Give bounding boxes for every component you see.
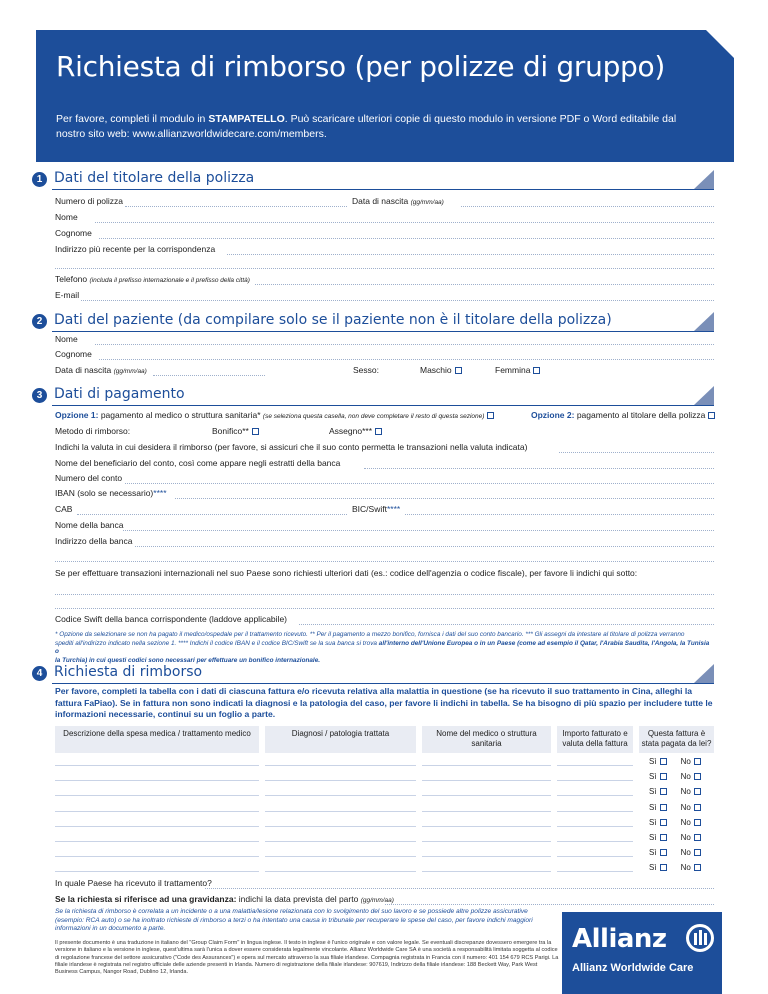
country-row	[55, 878, 714, 890]
intl-line-2	[55, 598, 714, 610]
divider	[52, 683, 714, 684]
table-cell-field[interactable]	[265, 765, 416, 766]
country-field[interactable]	[205, 888, 714, 889]
divider	[52, 189, 714, 190]
policy-number-row	[55, 196, 714, 208]
table-cell-field[interactable]	[557, 795, 633, 796]
name-field[interactable]	[95, 222, 714, 223]
iban-label: IBAN (solo se necessario)****	[55, 488, 167, 498]
yes-option[interactable]: Sì	[649, 833, 667, 842]
paid-yes-no	[649, 818, 709, 827]
table-cell-field[interactable]	[55, 856, 259, 857]
option-1-checkbox[interactable]	[487, 412, 494, 419]
option-2[interactable]: Opzione 2: pagamento al titolare della polizza	[531, 410, 715, 420]
email-field[interactable]	[81, 300, 714, 301]
patient-surname-row	[55, 349, 714, 361]
table-cell-field[interactable]	[557, 780, 633, 781]
male-option[interactable]: Maschio	[420, 365, 462, 375]
section-title: Dati di pagamento	[54, 386, 185, 402]
col-header-provider: Nome del medico o struttura sanitaria	[422, 726, 551, 753]
section-4-header	[32, 664, 714, 684]
country-label: In quale Paese ha ricevuto il trattamento?	[55, 878, 212, 888]
name-label: Nome	[55, 212, 78, 222]
bic-label: BIC/Swift****	[352, 504, 401, 514]
table-cell-field[interactable]	[422, 871, 551, 872]
no-option[interactable]: No	[681, 772, 701, 781]
col-header-paid: Questa fattura è stata pagata da lei?	[639, 726, 714, 753]
corner-triangle	[694, 664, 714, 683]
bank-address-row	[55, 536, 714, 548]
divider	[52, 331, 714, 332]
option-2-checkbox[interactable]	[708, 412, 715, 419]
section-number: 4	[32, 666, 47, 681]
cheque-checkbox[interactable]	[375, 428, 382, 435]
intl-field-1[interactable]	[55, 594, 714, 595]
no-checkbox[interactable]	[694, 788, 701, 795]
divider	[52, 405, 714, 406]
address-row-2	[55, 258, 714, 270]
table-cell-field[interactable]	[422, 765, 551, 766]
section-number: 3	[32, 388, 47, 403]
currency-field[interactable]	[559, 452, 714, 453]
table-cell-field[interactable]	[265, 826, 416, 827]
no-option[interactable]: No	[681, 863, 701, 872]
no-checkbox[interactable]	[694, 834, 701, 841]
cheque-option[interactable]: Assegno***	[329, 426, 382, 436]
bank-address-label: Indirizzo della banca	[55, 536, 133, 546]
table-cell-field[interactable]	[557, 811, 633, 812]
surname-label: Cognome	[55, 228, 92, 238]
bic-field[interactable]	[405, 514, 714, 515]
table-cell-field[interactable]	[55, 841, 259, 842]
patient-name-row	[55, 334, 714, 346]
yes-checkbox[interactable]	[660, 773, 667, 780]
table-cell-field[interactable]	[557, 841, 633, 842]
paid-yes-no	[649, 863, 709, 872]
beneficiary-field[interactable]	[364, 468, 714, 469]
col-header-amount: Importo fatturato e valuta della fattura	[557, 726, 633, 753]
page-title: Richiesta di rimborso (per polizze di gruppo)	[56, 50, 665, 83]
section-2-header	[32, 312, 714, 332]
dob-field[interactable]	[461, 206, 714, 207]
male-checkbox[interactable]	[455, 367, 462, 374]
intl-row	[55, 568, 714, 580]
logo-wordmark: Allianz	[572, 924, 667, 954]
table-cell-field[interactable]	[422, 780, 551, 781]
allianz-logo	[562, 912, 722, 994]
accident-note: Se la richiesta di rimborso è correlata a un incidente o a una malattia/lesione relazionata con lo svolgimento del suo lavoro e se possiede altre polizze assicurative (esempio: RCA auto) o se ha inoltrato richieste di rimborso a terzi o ha intentato una causa in tribunale per recuperare le spese del caso, per favore indichi maggiori informazioni in un documento a parte.	[55, 908, 533, 933]
section-number: 1	[32, 172, 47, 187]
swift-corr-label: Codice Swift della banca corrispondente (laddove applicabile)	[55, 614, 287, 624]
swift-corr-field[interactable]	[299, 624, 714, 625]
yes-checkbox[interactable]	[660, 834, 667, 841]
option-1[interactable]: Opzione 1: pagamento al medico o struttura sanitaria* (se seleziona questa casella, non deve completare il resto di questa sezione)	[55, 410, 494, 420]
yes-option[interactable]: Sì	[649, 818, 667, 827]
table-cell-field[interactable]	[265, 856, 416, 857]
patient-surname-field[interactable]	[99, 359, 714, 360]
iban-row	[55, 488, 714, 500]
yes-option[interactable]: Sì	[649, 757, 667, 766]
bank-name-row	[55, 520, 714, 532]
surname-field[interactable]	[99, 238, 714, 239]
table-cell-field[interactable]	[55, 780, 259, 781]
intl-label: Se per effettuare transazioni internazionali nel suo Paese sono richiesti ulteriori dati (es.: codice dell'agenzia o codice fiscale), per favore li indichi qui sotto:	[55, 568, 638, 578]
swift-corr-row	[55, 614, 714, 626]
cab-label: CAB	[55, 504, 73, 514]
logo-subtitle: Allianz Worldwide Care	[572, 962, 694, 974]
beneficiary-label: Nome del beneficiario del conto, così come appare negli estratti della banca	[55, 458, 341, 468]
table-cell-field[interactable]	[265, 780, 416, 781]
table-cell-field[interactable]	[422, 826, 551, 827]
table-cell-field[interactable]	[557, 871, 633, 872]
address-field-2[interactable]	[55, 268, 714, 269]
payment-options-row	[55, 410, 714, 422]
corner-triangle	[694, 170, 714, 189]
bank-address-row-2	[55, 551, 714, 563]
female-option[interactable]: Femmina	[495, 365, 540, 375]
pregnancy-date-field[interactable]	[385, 904, 714, 905]
col-header-diagnosis: Diagnosi / patologia trattata	[265, 726, 416, 753]
transfer-checkbox[interactable]	[252, 428, 259, 435]
table-cell-field[interactable]	[55, 765, 259, 766]
table-cell-field[interactable]	[265, 811, 416, 812]
bank-address-field[interactable]	[135, 546, 714, 547]
address-label: Indirizzo più recente per la corrispondenza	[55, 244, 216, 254]
currency-label: Indichi la valuta in cui desidera il rimborso (per favore, si assicuri che il suo conto permetta le transazioni nella valuta indicata)	[55, 442, 528, 452]
yes-checkbox[interactable]	[660, 788, 667, 795]
yes-checkbox[interactable]	[660, 849, 667, 856]
no-checkbox[interactable]	[694, 849, 701, 856]
intl-line-1	[55, 584, 714, 596]
address-field[interactable]	[227, 254, 714, 255]
table-cell-field[interactable]	[55, 811, 259, 812]
paid-yes-no	[649, 803, 709, 812]
header-corner	[706, 30, 734, 58]
paid-yes-no	[649, 757, 709, 766]
table-cell-field[interactable]	[557, 856, 633, 857]
method-label: Metodo di rimborso:	[55, 426, 131, 436]
paid-yes-no	[649, 787, 709, 796]
method-row	[55, 426, 714, 438]
policy-number-label: Numero di polizza	[55, 196, 124, 206]
paid-yes-no	[649, 772, 709, 781]
account-field[interactable]	[125, 483, 714, 484]
allianz-eagle-icon	[686, 924, 714, 952]
section-title: Dati del titolare della polizza	[54, 170, 255, 186]
no-checkbox[interactable]	[694, 804, 701, 811]
patient-surname-label: Cognome	[55, 349, 92, 359]
col-header-description: Descrizione della spesa medica / trattamento medico	[55, 726, 259, 753]
currency-row	[55, 442, 714, 454]
section-1-header	[32, 170, 714, 190]
table-cell-field[interactable]	[265, 795, 416, 796]
paid-yes-no	[649, 848, 709, 857]
email-label: E-mail	[55, 290, 80, 300]
table-cell-field[interactable]	[557, 765, 633, 766]
no-option[interactable]: No	[681, 787, 701, 796]
cab-field[interactable]	[77, 514, 347, 515]
bank-address-field-2[interactable]	[55, 561, 714, 562]
bank-name-field[interactable]	[123, 530, 714, 531]
claim-instructions: Per favore, completi la tabella con i dati di ciascuna fattura e/o ricevuta relativa alla malattia in questione (se ha ricevuto il suo trattamento in Cina, alleghi la fattura FaPiao). Se in fattura non sono indicati la diagnosi e la patologia del caso, per favore li indichi in tabella. Se ha bisogno di più spazio per includere tutte le informazioni necessarie, continui su un foglio a parte.	[55, 686, 713, 719]
section-title: Dati del paziente (da compilare solo se il paziente non è il titolare della polizza)	[54, 312, 612, 328]
payment-footnote: * Opzione da selezionare se non ha pagato il medico/ospedale per il trattamento ricevuto. ** Per il pagamento a mezzo bonifico, fornisca i dati del suo conto bancario. *** Gli assegni da intestare al titolare di polizza verranno spediti all'indirizzo indicato nella sezione 1. **** Indichi il codice IBAN e il codice BIC/Swift se la sua banca si trova all'interno dell'Unione Europea o in un Paese (come ad esempio il Qatar, l'Arabia Saudita, l'Angola, la Tunisia o la Turchia) in cui questi codici sono necessari per effettuare un bonifico internazionale.	[55, 631, 710, 664]
yes-checkbox[interactable]	[660, 819, 667, 826]
no-checkbox[interactable]	[694, 864, 701, 871]
pregnancy-row	[55, 894, 714, 906]
no-option[interactable]: No	[681, 803, 701, 812]
yes-checkbox[interactable]	[660, 758, 667, 765]
patient-dob-label: Data di nascita (gg/mm/aa)	[55, 365, 147, 375]
transfer-option[interactable]: Bonifico**	[212, 426, 259, 436]
patient-name-field[interactable]	[95, 344, 714, 345]
yes-option[interactable]: Sì	[649, 848, 667, 857]
account-row	[55, 473, 714, 485]
name-row	[55, 212, 714, 224]
yes-checkbox[interactable]	[660, 864, 667, 871]
iban-field[interactable]	[175, 498, 714, 499]
no-checkbox[interactable]	[694, 819, 701, 826]
patient-dob-field[interactable]	[153, 375, 265, 376]
email-row	[55, 290, 714, 302]
yes-option[interactable]: Sì	[649, 803, 667, 812]
header-banner	[36, 30, 734, 162]
no-option[interactable]: No	[681, 833, 701, 842]
yes-option[interactable]: Sì	[649, 863, 667, 872]
intro-text: Per favore, completi il modulo in STAMPATELLO. Può scaricare ulteriori copie di questo modulo in versione PDF o Word editabile dal nostro sito web: www.allianzworldwidecare.com/members.	[56, 113, 677, 140]
sex-label: Sesso:	[353, 365, 379, 375]
dob-label: Data di nascita (gg/mm/aa)	[352, 196, 444, 206]
phone-field[interactable]	[255, 284, 714, 285]
policy-number-field[interactable]	[125, 206, 347, 207]
legal-footer: Il presente documento è una traduzione in italiano del "Group Claim Form" in lingua inglese. Il testo in inglese è l'unico originale e con valore legale. Se eventuali discrepanze dovessero emergere tra la versione in italiano e la versione in inglese, quest'ultima sarà l'unica a dover essere considerata legalmente vincolante. Allianz Worldwide Care SA è una società a responsabilità limitata soggetta al codice di regolazione francese del settore assicurativo ("Code des Assurances") e opera sul mercato attraverso la sua filiale irlandese. Compagnia registrata in Francia con il numero: 401 154 679 RCS Parigi. La filiale irlandese è registrata nel registro ufficiale delle aziende presenti in Irlanda. Numero di registrazione della filiale irlandese: 907619, Indirizzo della filiale irlandese: 188 Beckett Way, Park West Business Campus, Nangor Road, Dublino 12, Irlanda.	[55, 940, 559, 976]
cab-bic-row	[55, 504, 714, 516]
no-checkbox[interactable]	[694, 773, 701, 780]
no-option[interactable]: No	[681, 818, 701, 827]
table-cell-field[interactable]	[557, 826, 633, 827]
no-option[interactable]: No	[681, 848, 701, 857]
surname-row	[55, 228, 714, 240]
patient-dob-row	[55, 365, 714, 377]
table-cell-field[interactable]	[265, 871, 416, 872]
section-3-header	[32, 386, 714, 406]
patient-name-label: Nome	[55, 334, 78, 344]
corner-triangle	[694, 312, 714, 331]
yes-option[interactable]: Sì	[649, 772, 667, 781]
table-cell-field[interactable]	[422, 811, 551, 812]
table-cell-field[interactable]	[422, 856, 551, 857]
address-row	[55, 244, 714, 256]
section-number: 2	[32, 314, 47, 329]
corner-triangle	[694, 386, 714, 405]
table-cell-field[interactable]	[265, 841, 416, 842]
table-cell-field[interactable]	[55, 795, 259, 796]
paid-yes-no	[649, 833, 709, 842]
phone-row	[55, 274, 714, 286]
table-cell-field[interactable]	[422, 795, 551, 796]
no-option[interactable]: No	[681, 757, 701, 766]
beneficiary-row	[55, 458, 714, 470]
bank-name-label: Nome della banca	[55, 520, 124, 530]
yes-option[interactable]: Sì	[649, 787, 667, 796]
account-label: Numero del conto	[55, 473, 123, 483]
table-cell-field[interactable]	[55, 826, 259, 827]
pregnancy-label: Se la richiesta si riferisce ad una gravidanza: indichi la data prevista del parto (gg/mm/aa)	[55, 894, 394, 904]
phone-label: Telefono (includa il prefisso internazionale e il prefisso della città)	[55, 274, 250, 284]
table-cell-field[interactable]	[55, 871, 259, 872]
no-checkbox[interactable]	[694, 758, 701, 765]
table-cell-field[interactable]	[422, 841, 551, 842]
female-checkbox[interactable]	[533, 367, 540, 374]
section-title: Richiesta di rimborso	[54, 664, 203, 680]
intl-field-2[interactable]	[55, 608, 714, 609]
yes-checkbox[interactable]	[660, 804, 667, 811]
